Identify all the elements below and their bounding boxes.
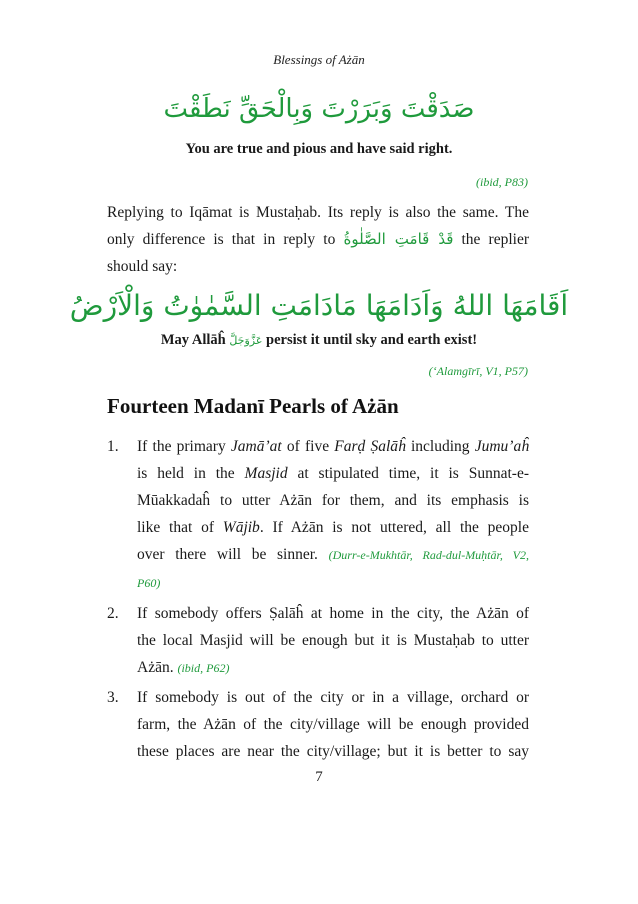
list-item-line: these places are near the city/village; but it is better to say <box>137 743 529 760</box>
section-heading: Fourteen Madanī Pearls of Ażān <box>107 394 399 418</box>
text-run: . If Ażān is not uttered, all the people <box>259 519 529 536</box>
text-run-italic: Jamā’at <box>230 438 282 455</box>
reference-2: (‘Alamgīrī, V1, P57) <box>428 364 528 378</box>
citation: (Durr-e-Mukhtār, Rad-dul-Muḥtār, V2, <box>328 548 530 562</box>
list-item-line: If somebody is out of the city or in a village, orchard or <box>137 689 529 706</box>
list-item-body <box>137 433 529 597</box>
list-item-number: 3. <box>107 689 119 706</box>
text-run: Ażān. <box>137 659 174 676</box>
text-run: like that of <box>137 519 223 536</box>
arabic-supplication-2: اَقَامَهَا اللهُ وَاَدَامَهَا مَادَامَتِ السَّمٰوٰتُ وَالْاَرْضُ <box>69 289 569 322</box>
text-run: If the primary <box>137 438 231 455</box>
list-item-line <box>137 654 529 682</box>
list-item-line: If somebody offers Ṣalāĥ at home in the city, the Ażān of <box>137 605 529 622</box>
paragraph-line-2-pre: only difference is that in reply to <box>107 231 336 248</box>
translation-2 <box>0 332 638 349</box>
list-item-body <box>137 600 529 682</box>
paragraph-line-2-post: the replier <box>461 231 530 248</box>
text-run-italic: Jumu’aĥ <box>474 438 529 455</box>
list-item-line <box>137 569 529 597</box>
text-run-italic: Masjid <box>244 465 288 482</box>
inline-arabic-qad-qamat: قَدْ قَامَتِ الصَّلٰوةُ <box>343 230 454 248</box>
text-run: of five <box>281 438 335 455</box>
inline-arabic-azza-wa-jal: عَزَّوَجَلَّ <box>229 334 263 347</box>
paragraph-line-2 <box>107 226 529 253</box>
paragraph-line-3: should say: <box>107 258 178 275</box>
text-run: including <box>405 438 475 455</box>
list-item-number: 1. <box>107 438 119 455</box>
text-run-italic: Farḍ Ṣalāĥ <box>334 438 406 455</box>
text-run: at stipulated time, it is Sunnat-e- <box>287 465 529 482</box>
list-item-line: farm, the Ażān of the city/village will be enough provided <box>137 716 529 733</box>
list-item-line: Mūakkadaĥ to utter Ażān for them, and its emphasis is <box>137 492 529 509</box>
citation: (ibid, P62) <box>177 661 230 675</box>
list-item-line <box>137 460 529 487</box>
translation-1: You are true and pious and have said right. <box>185 141 453 157</box>
list-item-number: 2. <box>107 605 119 622</box>
list-item-line <box>137 433 529 460</box>
running-header: Blessings of Ażān <box>273 52 365 67</box>
page-number: 7 <box>315 769 323 785</box>
list-item-body <box>137 684 529 765</box>
text-run-italic: Wājib <box>222 519 260 536</box>
text-run: is held in the <box>137 465 245 482</box>
paragraph-line-1: Replying to Iqāmat is Mustaḥab. Its reply is also the same. The <box>107 204 529 221</box>
list-item-line: the local Masjid will be enough but it is Mustaḥab to utter <box>137 632 529 649</box>
citation: P60) <box>137 576 161 590</box>
paragraph-iqamat <box>107 199 529 280</box>
arabic-supplication-1: صَدَقْتَ وَبَرَرْتَ وَبِالْحَقِّ نَطَقْتَ <box>163 94 475 124</box>
translation-2-pre: May Allāĥ <box>160 332 226 348</box>
list-item-line <box>137 514 529 541</box>
list-item-line <box>137 541 529 569</box>
text-run: over there will be sinner. <box>137 546 318 563</box>
translation-2-post: persist it until sky and earth exist! <box>266 332 478 348</box>
reference-1: (ibid, P83) <box>476 175 528 189</box>
